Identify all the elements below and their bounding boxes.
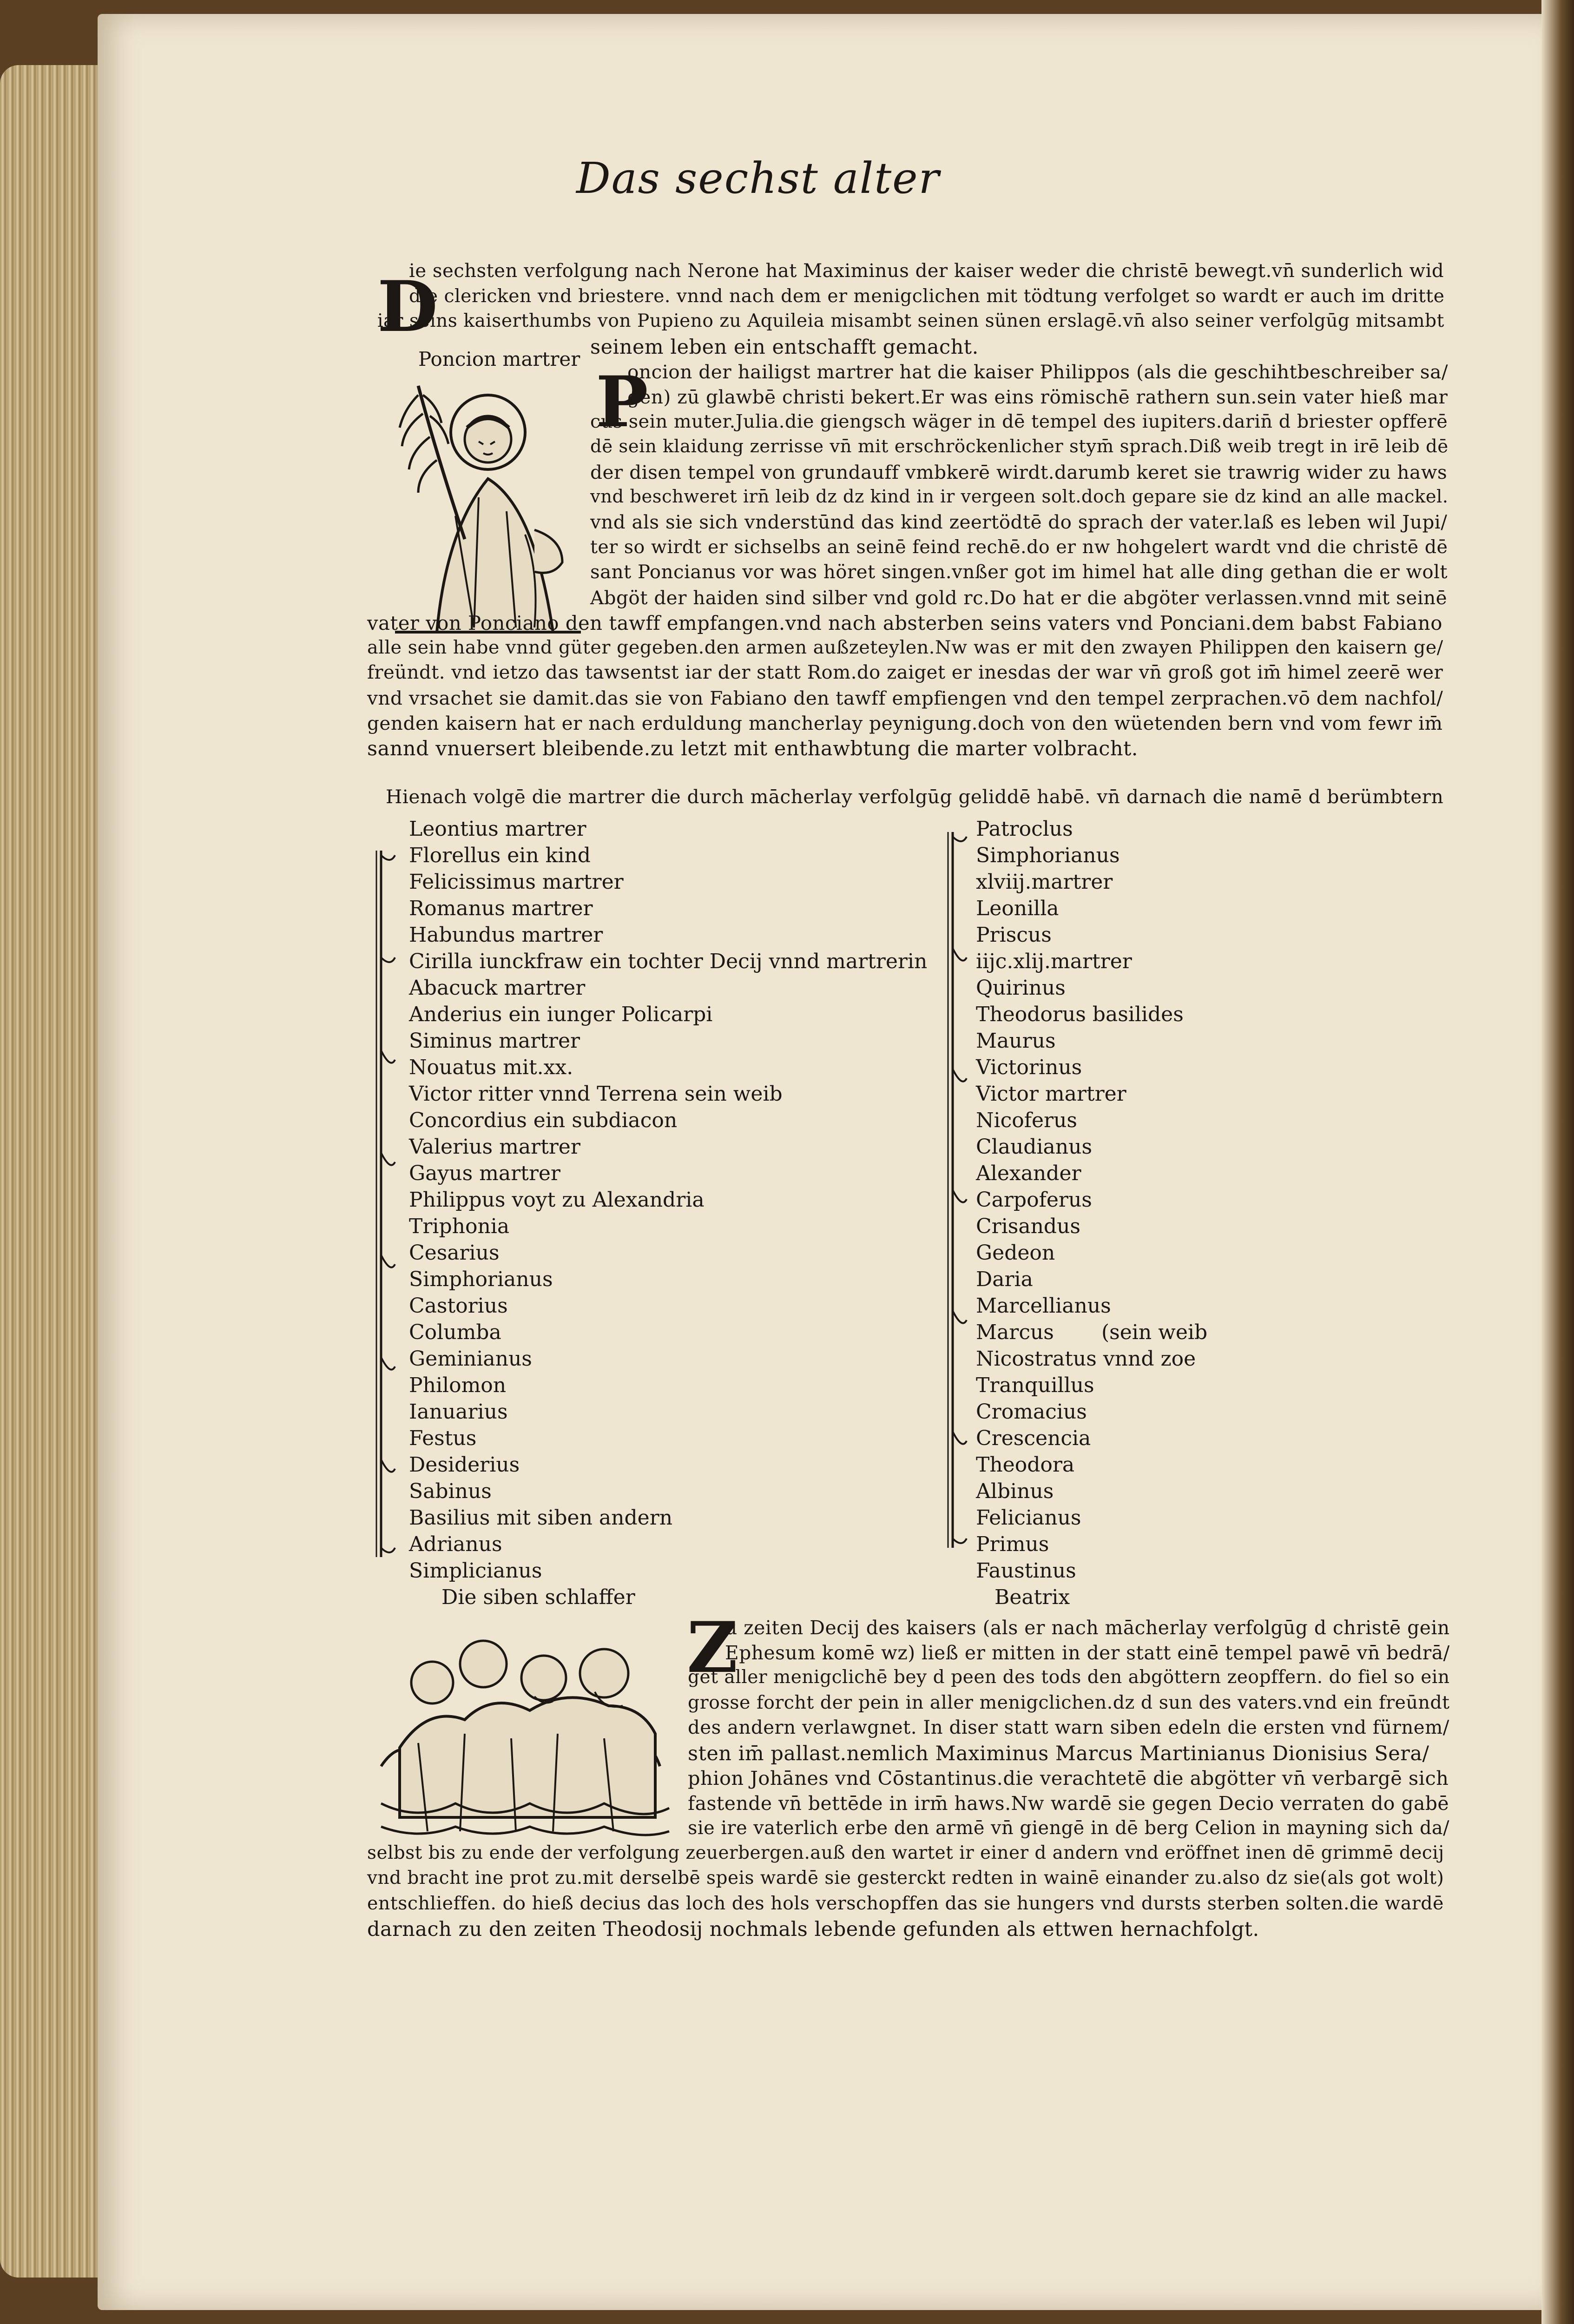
poncion-line: sant Poncianus vor was höret singen.vnßer got im himel hat alle ding gethan die er wolt bbox=[590, 561, 1448, 583]
poncion-full-line: sannd vnuersert bleibende.zu letzt mit enthawbtung die marter volbracht. bbox=[367, 737, 1138, 760]
sleepers-line: u zeiten Decij des kaisers (als er nach mācherlay verfolgūg d christē gein bbox=[725, 1617, 1450, 1639]
list-item: Nouatus mit.xx. bbox=[409, 1056, 573, 1079]
list-item: Adrianus bbox=[409, 1532, 502, 1556]
list-item: Sabinus bbox=[409, 1479, 492, 1503]
list-item: Maurus bbox=[976, 1029, 1056, 1053]
poncion-full-line: vnd vrsachet sie damit.das sie von Fabiano den tawff empfiengen vnd den tempel zerprachen.vō dem nachfol/ bbox=[367, 687, 1443, 709]
drop-cap-d: D bbox=[377, 266, 438, 348]
list-item: Faustinus bbox=[976, 1559, 1076, 1583]
sleepers-line: Ephesum komē wz) ließ er mitten in der statt einē tempel pawē vn̄ bedrā/ bbox=[725, 1642, 1450, 1664]
list-item: Theodora bbox=[976, 1453, 1075, 1477]
left-genealogy-bracket bbox=[362, 846, 400, 1562]
list-item: Victor ritter vnnd Terrena sein weib bbox=[409, 1082, 783, 1106]
drop-cap-p: P bbox=[596, 361, 648, 443]
poncion-line: der disen tempel von grundauff vmbkerē wirdt.darumb keret sie trawrig wider zu haws bbox=[590, 461, 1448, 483]
list-item: Leonilla bbox=[976, 897, 1059, 920]
list-item: Romanus martrer bbox=[409, 897, 593, 920]
sleepers-line: get aller menigclichē bey d peen des tods den abgöttern zeopffern. do fiel so ein bbox=[688, 1667, 1450, 1688]
list-item: Abacuck martrer bbox=[409, 976, 586, 1000]
poncion-line: vnd als sie sich vnderstūnd das kind zeertödtē do sprach der vater.laß es leben wil Jupi/ bbox=[590, 511, 1448, 533]
list-item: Primus bbox=[976, 1532, 1049, 1556]
list-item: Victorinus bbox=[976, 1056, 1082, 1079]
list-item: Cesarius bbox=[409, 1241, 500, 1265]
list-item: Cromacius bbox=[976, 1400, 1087, 1424]
sleepers-line: des andern verlawgnet. In diser statt warn siben edeln die ersten vnd fürnem/ bbox=[688, 1717, 1449, 1738]
list-item: Gayus martrer bbox=[409, 1162, 560, 1185]
poncion-line: cus sein muter.Julia.die giengsch wäger in dē tempel des iupiters.darin̄ d briester opfferē bbox=[590, 411, 1448, 432]
intro-line: seinem leben ein entschafft gemacht. bbox=[590, 336, 979, 359]
poncion-full-line: genden kaisern hat er nach erduldung mancherlay peynigung.doch von den wüetenden bern vnd vom fewr im̄ bbox=[367, 712, 1443, 734]
poncion-line: vnd beschweret irn̄ leib dz dz kind in ir vergeen solt.doch gepare sie dz kind an alle mackel. bbox=[590, 486, 1449, 507]
drop-cap-z: Z bbox=[687, 1607, 738, 1689]
list-item: Nicostratus vnnd zoe bbox=[976, 1347, 1196, 1371]
sleepers-full-line: selbst bis zu ende der verfolgung zeuerbergen.auß den wartet ir einer d andern vnd eröffnet inen dē grimmē decij bbox=[367, 1842, 1444, 1863]
sleepers-line: sten im̄ pallast.nemlich Maximinus Marcus Martinianus Dionisius Sera/ bbox=[688, 1742, 1429, 1765]
poncion-line: gen) zū glawbē christi bekert.Er was eins römischē rathern sun.sein vater hieß mar bbox=[627, 386, 1448, 408]
list-item: Felicissimus martrer bbox=[409, 870, 624, 894]
list-item: Marcus bbox=[976, 1320, 1054, 1344]
poncion-line: Abgöt der haiden sind silber vnd gold rc.Do hat er die abgöter verlassen.vnnd mit seinē bbox=[590, 587, 1448, 609]
list-item: Columba bbox=[409, 1320, 501, 1344]
list-item: Desiderius bbox=[409, 1453, 520, 1477]
list-item: Beatrix bbox=[994, 1585, 1070, 1609]
list-item: Leontius martrer bbox=[409, 817, 586, 841]
list-item: Victor martrer bbox=[976, 1082, 1126, 1106]
list-item: Felicianus bbox=[976, 1506, 1081, 1530]
list-item: Anderius ein iunger Policarpi bbox=[409, 1003, 713, 1026]
poncion-full-line: freündt. vnd ietzo das tawsentst iar der statt Rom.do zaiget er inesdas der war vn̄ groß got im̄ himel zeerē wer bbox=[367, 662, 1443, 683]
list-item: Alexander bbox=[976, 1162, 1081, 1185]
sleepers-full-line: entschlieffen. do hieß decius das loch des hols verschopffen das sie hungers vnd dursts sterben solten.die wardē bbox=[367, 1893, 1444, 1914]
list-item: xlviij.martrer bbox=[976, 870, 1113, 894]
list-item: Cirilla iunckfraw ein tochter Decij vnnd martrerin bbox=[409, 950, 928, 973]
intro-line: die clericken vnd briestere. vnnd nach dem er menigclichen mit tödtung verfolget so wardt er auch im dritte bbox=[409, 285, 1445, 307]
list-item: Philomon bbox=[409, 1373, 507, 1397]
sleepers-line: sie ire vaterlich erbe den armē vn̄ giengē in dē berg Celion in mayning sich da/ bbox=[688, 1817, 1450, 1839]
list-item: Gedeon bbox=[976, 1241, 1055, 1265]
seven-sleepers-woodcut bbox=[372, 1627, 678, 1845]
poncion-line: oncion der hailigst martrer hat die kaiser Philippos (als die geschihtbeschreiber sa/ bbox=[627, 361, 1449, 383]
sleepers-line: phion Johānes vnd Cōstantinus.die verachtetē die abgötter vn̄ verbargē sich bbox=[688, 1767, 1449, 1789]
marcus-note: (sein weib bbox=[1101, 1320, 1208, 1344]
list-item: Valerius martrer bbox=[409, 1135, 580, 1159]
list-item: Quirinus bbox=[976, 976, 1066, 1000]
list-item: Festus bbox=[409, 1426, 477, 1450]
sleepers-full-line: vnd bracht ine prot zu.mit derselbē speis wardē sie gesterckt redten in wainē einander zu.also dz sie(als got wolt) bbox=[367, 1868, 1444, 1888]
list-item: Simphorianus bbox=[409, 1268, 553, 1291]
sleepers-line: grosse forcht der pein in aller menigclichen.dz d sun des vaters.vnd ein freūndt bbox=[688, 1692, 1450, 1713]
list-item: Triphonia bbox=[409, 1215, 510, 1238]
list-item: Priscus bbox=[976, 923, 1052, 947]
facing-page-edge bbox=[1541, 0, 1574, 2324]
poncion-line: ter so wirdt er sichselbs an seinē feind rechē.do er nw hohgelert wardt vnd die christē dē bbox=[590, 536, 1448, 558]
list-item: Crisandus bbox=[976, 1215, 1081, 1238]
list-item: Crescencia bbox=[976, 1426, 1091, 1450]
sleepers-full-line: darnach zu den zeiten Theodosij nochmals lebende gefunden als ettwen hernachfolgt. bbox=[367, 1918, 1259, 1941]
list-item: Concordius ein subdiacon bbox=[409, 1109, 678, 1132]
list-item: Claudianus bbox=[976, 1135, 1093, 1159]
list-item: Tranquillus bbox=[976, 1373, 1094, 1397]
list-item: Patroclus bbox=[976, 817, 1073, 841]
list-item: Geminianus bbox=[409, 1347, 532, 1371]
page-header: Das sechst alter bbox=[576, 153, 940, 203]
list-item: Nicoferus bbox=[976, 1109, 1077, 1132]
list-item: Florellus ein kind bbox=[409, 844, 591, 867]
list-item: Ianuarius bbox=[409, 1400, 508, 1424]
list-item: iijc.xlij.martrer bbox=[976, 950, 1132, 973]
intro-line: iar seins kaiserthumbs von Pupieno zu Aquileia misambt seinen sünen erslagē.vn̄ also seiner verfolgūg mitsambt bbox=[377, 310, 1444, 331]
intro-line: ie sechsten verfolgung nach Nerone hat Maximinus der kaiser weder die christē bewegt.vn̄ sunderlich wid bbox=[409, 260, 1444, 282]
list-item: Philippus voyt zu Alexandria bbox=[409, 1188, 705, 1212]
list-item: Castorius bbox=[409, 1294, 508, 1318]
saint-poncion-woodcut bbox=[367, 376, 590, 637]
list-intro: Hienach volgē die martrer die durch mācherlay verfolgūg geliddē habē. vn̄ darnach die namē d berümbtern bbox=[386, 786, 1444, 808]
list-item: Theodorus basilides bbox=[976, 1003, 1184, 1026]
list-item: Marcellianus bbox=[976, 1294, 1111, 1318]
list-item: Siminus martrer bbox=[409, 1029, 580, 1053]
list-item: Simplicianus bbox=[409, 1559, 542, 1583]
right-genealogy-bracket bbox=[934, 827, 971, 1552]
list-item: Basilius mit siben andern bbox=[409, 1506, 673, 1530]
sleepers-line: fastende vn̄ bettēde in irm̄ haws.Nw wardē sie gegen Decio verraten do gabē bbox=[688, 1792, 1449, 1815]
list-item: Carpoferus bbox=[976, 1188, 1092, 1212]
poncion-full-line: alle sein habe vnnd güter gegeben.den armen außzeteylen.Nw was er mit den zwayen Philippen den kaisern ge/ bbox=[367, 637, 1443, 658]
poncion-full-line: vater von Ponciano den tawff empfangen.vnd nach absterben seins vaters vnd Ponciani.dem babst Fabiano bbox=[367, 612, 1442, 634]
list-item: Albinus bbox=[976, 1479, 1054, 1503]
poncion-caption: Poncion martrer bbox=[418, 348, 580, 370]
list-item: Simphorianus bbox=[976, 844, 1120, 867]
list-item: Die siben schlaffer bbox=[441, 1585, 635, 1609]
list-item: Daria bbox=[976, 1268, 1033, 1291]
poncion-line: dē sein klaidung zerrisse vn̄ mit erschröckenlicher stym̄ sprach.Diß weib tregt in irē leib dē bbox=[590, 436, 1449, 457]
list-item: Habundus martrer bbox=[409, 923, 603, 947]
